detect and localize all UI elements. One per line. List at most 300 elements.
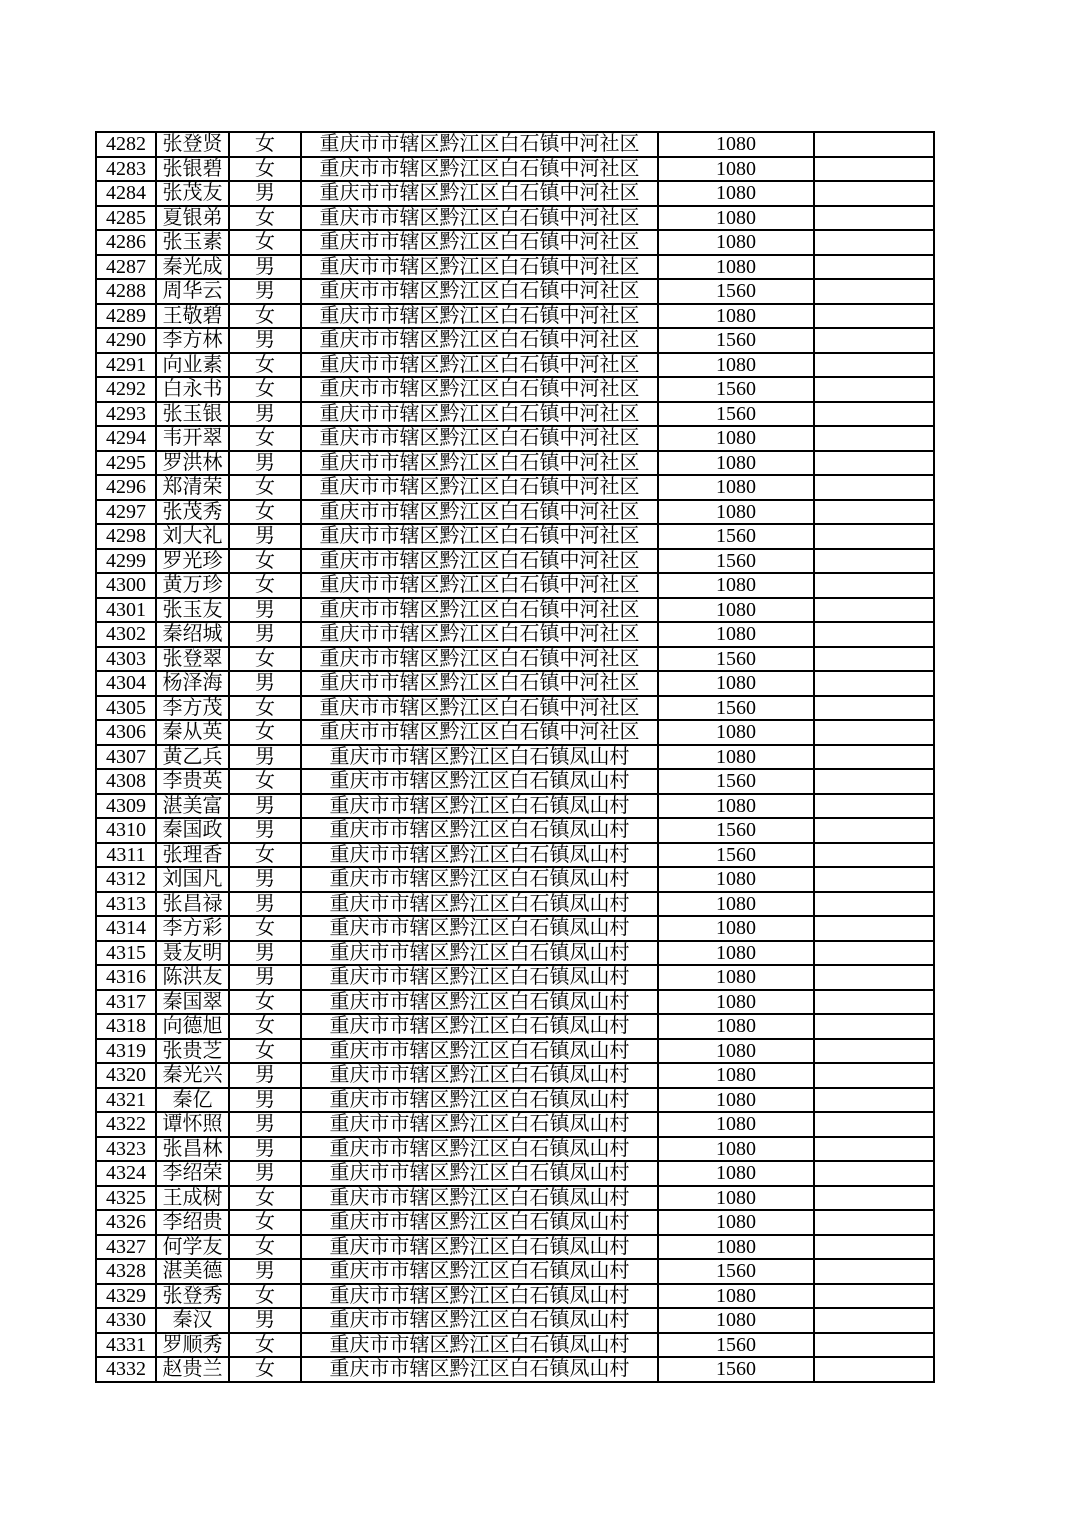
cell-amount: 1080 [658, 426, 814, 451]
cell-address: 重庆市市辖区黔江区白石镇中河社区 [301, 671, 658, 696]
cell-amount: 1560 [658, 549, 814, 574]
cell-name: 谭怀照 [156, 1112, 229, 1137]
cell-gender: 女 [229, 1186, 301, 1211]
cell-id: 4283 [96, 157, 156, 182]
table-row [96, 647, 934, 672]
cell-address: 重庆市市辖区黔江区白石镇凤山村 [301, 1161, 658, 1186]
cell-note [814, 867, 934, 892]
cell-gender: 女 [229, 916, 301, 941]
cell-id: 4321 [96, 1088, 156, 1113]
cell-gender: 男 [229, 181, 301, 206]
cell-gender: 女 [229, 1039, 301, 1064]
cell-gender: 女 [229, 1014, 301, 1039]
cell-address: 重庆市市辖区黔江区白石镇凤山村 [301, 1259, 658, 1284]
cell-gender: 男 [229, 1137, 301, 1162]
cell-address: 重庆市市辖区黔江区白石镇中河社区 [301, 696, 658, 721]
cell-address: 重庆市市辖区黔江区白石镇凤山村 [301, 1210, 658, 1235]
cell-gender: 男 [229, 818, 301, 843]
cell-gender: 男 [229, 328, 301, 353]
cell-note [814, 647, 934, 672]
cell-name: 何学友 [156, 1235, 229, 1260]
cell-address: 重庆市市辖区黔江区白石镇凤山村 [301, 794, 658, 819]
cell-address: 重庆市市辖区黔江区白石镇凤山村 [301, 1333, 658, 1358]
cell-address: 重庆市市辖区黔江区白石镇中河社区 [301, 181, 658, 206]
cell-name: 夏银弟 [156, 206, 229, 231]
cell-name: 向业素 [156, 353, 229, 378]
cell-id: 4315 [96, 941, 156, 966]
cell-note [814, 1284, 934, 1309]
cell-name: 张茂友 [156, 181, 229, 206]
cell-gender: 女 [229, 720, 301, 745]
cell-address: 重庆市市辖区黔江区白石镇中河社区 [301, 573, 658, 598]
cell-name: 张登翠 [156, 647, 229, 672]
cell-name: 王敬碧 [156, 304, 229, 329]
cell-gender: 男 [229, 1063, 301, 1088]
cell-address: 重庆市市辖区黔江区白石镇凤山村 [301, 941, 658, 966]
cell-note [814, 1088, 934, 1113]
table-row [96, 720, 934, 745]
cell-gender: 女 [229, 304, 301, 329]
cell-gender: 男 [229, 745, 301, 770]
cell-amount: 1080 [658, 1014, 814, 1039]
cell-id: 4323 [96, 1137, 156, 1162]
cell-id: 4288 [96, 279, 156, 304]
table-row [96, 328, 934, 353]
cell-amount: 1080 [658, 916, 814, 941]
cell-name: 秦从英 [156, 720, 229, 745]
cell-note [814, 818, 934, 843]
cell-note [814, 622, 934, 647]
cell-id: 4293 [96, 402, 156, 427]
cell-name: 张玉银 [156, 402, 229, 427]
cell-amount: 1080 [658, 892, 814, 917]
table-row [96, 622, 934, 647]
roster-table [95, 131, 935, 1383]
table-row [96, 1063, 934, 1088]
cell-address: 重庆市市辖区黔江区白石镇中河社区 [301, 206, 658, 231]
cell-note [814, 1308, 934, 1333]
cell-address: 重庆市市辖区黔江区白石镇凤山村 [301, 769, 658, 794]
cell-gender: 男 [229, 671, 301, 696]
cell-name: 李绍荣 [156, 1161, 229, 1186]
cell-address: 重庆市市辖区黔江区白石镇凤山村 [301, 1235, 658, 1260]
cell-gender: 男 [229, 794, 301, 819]
roster-table-body [96, 132, 934, 1382]
cell-note [814, 132, 934, 157]
cell-gender: 男 [229, 1161, 301, 1186]
cell-gender: 女 [229, 990, 301, 1015]
cell-note [814, 402, 934, 427]
cell-gender: 女 [229, 500, 301, 525]
table-row [96, 157, 934, 182]
cell-gender: 女 [229, 353, 301, 378]
cell-address: 重庆市市辖区黔江区白石镇中河社区 [301, 279, 658, 304]
cell-name: 张理香 [156, 843, 229, 868]
cell-amount: 1080 [658, 304, 814, 329]
cell-amount: 1080 [658, 1112, 814, 1137]
cell-gender: 女 [229, 206, 301, 231]
cell-id: 4331 [96, 1333, 156, 1358]
cell-amount: 1080 [658, 1039, 814, 1064]
cell-note [814, 892, 934, 917]
cell-gender: 女 [229, 843, 301, 868]
cell-name: 张登贤 [156, 132, 229, 157]
cell-note [814, 965, 934, 990]
cell-id: 4292 [96, 377, 156, 402]
cell-address: 重庆市市辖区黔江区白石镇中河社区 [301, 230, 658, 255]
cell-gender: 女 [229, 1284, 301, 1309]
cell-amount: 1080 [658, 475, 814, 500]
cell-name: 秦国翠 [156, 990, 229, 1015]
cell-name: 王成树 [156, 1186, 229, 1211]
cell-note [814, 1063, 934, 1088]
cell-note [814, 990, 934, 1015]
cell-id: 4302 [96, 622, 156, 647]
cell-address: 重庆市市辖区黔江区白石镇凤山村 [301, 1039, 658, 1064]
cell-gender: 女 [229, 1357, 301, 1382]
cell-note [814, 157, 934, 182]
table-row [96, 500, 934, 525]
cell-note [814, 916, 934, 941]
cell-amount: 1080 [658, 132, 814, 157]
cell-address: 重庆市市辖区黔江区白石镇凤山村 [301, 1357, 658, 1382]
cell-note [814, 206, 934, 231]
cell-id: 4285 [96, 206, 156, 231]
table-row [96, 255, 934, 280]
cell-name: 秦光成 [156, 255, 229, 280]
table-row [96, 1088, 934, 1113]
cell-amount: 1080 [658, 867, 814, 892]
cell-gender: 男 [229, 1259, 301, 1284]
table-row [96, 671, 934, 696]
table-row [96, 1210, 934, 1235]
cell-note [814, 1161, 934, 1186]
cell-name: 黄乙兵 [156, 745, 229, 770]
cell-id: 4296 [96, 475, 156, 500]
table-row [96, 990, 934, 1015]
cell-id: 4287 [96, 255, 156, 280]
cell-id: 4308 [96, 769, 156, 794]
cell-id: 4295 [96, 451, 156, 476]
cell-address: 重庆市市辖区黔江区白石镇凤山村 [301, 1014, 658, 1039]
cell-gender: 男 [229, 402, 301, 427]
cell-id: 4306 [96, 720, 156, 745]
cell-note [814, 573, 934, 598]
cell-gender: 男 [229, 451, 301, 476]
cell-name: 湛美德 [156, 1259, 229, 1284]
cell-address: 重庆市市辖区黔江区白石镇中河社区 [301, 304, 658, 329]
cell-address: 重庆市市辖区黔江区白石镇中河社区 [301, 353, 658, 378]
cell-name: 白永书 [156, 377, 229, 402]
cell-id: 4332 [96, 1357, 156, 1382]
cell-amount: 1080 [658, 230, 814, 255]
cell-address: 重庆市市辖区黔江区白石镇中河社区 [301, 451, 658, 476]
cell-gender: 男 [229, 524, 301, 549]
cell-id: 4309 [96, 794, 156, 819]
table-row [96, 1333, 934, 1358]
cell-id: 4294 [96, 426, 156, 451]
cell-gender: 女 [229, 230, 301, 255]
cell-id: 4299 [96, 549, 156, 574]
cell-amount: 1080 [658, 990, 814, 1015]
cell-name: 李绍贵 [156, 1210, 229, 1235]
cell-address: 重庆市市辖区黔江区白石镇中河社区 [301, 500, 658, 525]
cell-address: 重庆市市辖区黔江区白石镇中河社区 [301, 157, 658, 182]
cell-gender: 女 [229, 132, 301, 157]
cell-address: 重庆市市辖区黔江区白石镇中河社区 [301, 255, 658, 280]
cell-id: 4282 [96, 132, 156, 157]
table-row [96, 549, 934, 574]
cell-gender: 女 [229, 426, 301, 451]
cell-gender: 女 [229, 696, 301, 721]
cell-note [814, 696, 934, 721]
cell-id: 4329 [96, 1284, 156, 1309]
cell-id: 4300 [96, 573, 156, 598]
cell-name: 刘国凡 [156, 867, 229, 892]
cell-note [814, 1014, 934, 1039]
cell-gender: 女 [229, 549, 301, 574]
cell-id: 4312 [96, 867, 156, 892]
cell-name: 秦亿 [156, 1088, 229, 1113]
cell-name: 张茂秀 [156, 500, 229, 525]
table-row [96, 230, 934, 255]
cell-address: 重庆市市辖区黔江区白石镇中河社区 [301, 377, 658, 402]
cell-note [814, 1210, 934, 1235]
cell-amount: 1080 [658, 1137, 814, 1162]
cell-name: 张银碧 [156, 157, 229, 182]
cell-id: 4320 [96, 1063, 156, 1088]
cell-gender: 女 [229, 377, 301, 402]
cell-id: 4316 [96, 965, 156, 990]
cell-amount: 1080 [658, 1088, 814, 1113]
cell-gender: 女 [229, 475, 301, 500]
cell-amount: 1080 [658, 500, 814, 525]
cell-id: 4291 [96, 353, 156, 378]
table-row [96, 132, 934, 157]
cell-address: 重庆市市辖区黔江区白石镇凤山村 [301, 1088, 658, 1113]
cell-id: 4307 [96, 745, 156, 770]
table-row [96, 1137, 934, 1162]
cell-name: 秦国政 [156, 818, 229, 843]
cell-note [814, 941, 934, 966]
cell-gender: 女 [229, 1235, 301, 1260]
cell-gender: 男 [229, 598, 301, 623]
cell-id: 4326 [96, 1210, 156, 1235]
cell-id: 4322 [96, 1112, 156, 1137]
cell-note [814, 255, 934, 280]
cell-amount: 1080 [658, 622, 814, 647]
cell-note [814, 671, 934, 696]
cell-address: 重庆市市辖区黔江区白石镇中河社区 [301, 402, 658, 427]
cell-amount: 1080 [658, 941, 814, 966]
cell-id: 4317 [96, 990, 156, 1015]
table-row [96, 377, 934, 402]
cell-name: 周华云 [156, 279, 229, 304]
cell-address: 重庆市市辖区黔江区白石镇凤山村 [301, 1284, 658, 1309]
cell-note [814, 1357, 934, 1382]
cell-id: 4325 [96, 1186, 156, 1211]
cell-note [814, 181, 934, 206]
cell-address: 重庆市市辖区黔江区白石镇凤山村 [301, 818, 658, 843]
cell-address: 重庆市市辖区黔江区白石镇中河社区 [301, 549, 658, 574]
cell-id: 4303 [96, 647, 156, 672]
cell-gender: 男 [229, 867, 301, 892]
table-row [96, 1357, 934, 1382]
cell-note [814, 1112, 934, 1137]
table-row [96, 745, 934, 770]
cell-amount: 1560 [658, 696, 814, 721]
cell-id: 4319 [96, 1039, 156, 1064]
cell-name: 向德旭 [156, 1014, 229, 1039]
cell-gender: 女 [229, 647, 301, 672]
cell-gender: 女 [229, 573, 301, 598]
cell-note [814, 1235, 934, 1260]
cell-note [814, 745, 934, 770]
cell-address: 重庆市市辖区黔江区白石镇中河社区 [301, 328, 658, 353]
cell-id: 4305 [96, 696, 156, 721]
table-row [96, 794, 934, 819]
cell-id: 4286 [96, 230, 156, 255]
cell-amount: 1560 [658, 524, 814, 549]
table-row [96, 941, 934, 966]
table-row [96, 769, 934, 794]
cell-amount: 1080 [658, 181, 814, 206]
cell-gender: 女 [229, 1333, 301, 1358]
cell-note [814, 769, 934, 794]
cell-address: 重庆市市辖区黔江区白石镇凤山村 [301, 1137, 658, 1162]
cell-gender: 男 [229, 1112, 301, 1137]
cell-address: 重庆市市辖区黔江区白石镇中河社区 [301, 622, 658, 647]
table-row [96, 573, 934, 598]
table-row [96, 1039, 934, 1064]
table-row [96, 1284, 934, 1309]
table-row [96, 475, 934, 500]
cell-id: 4324 [96, 1161, 156, 1186]
cell-amount: 1560 [658, 279, 814, 304]
cell-name: 陈洪友 [156, 965, 229, 990]
cell-note [814, 794, 934, 819]
cell-name: 李方茂 [156, 696, 229, 721]
cell-name: 秦绍城 [156, 622, 229, 647]
cell-name: 黄万珍 [156, 573, 229, 598]
cell-address: 重庆市市辖区黔江区白石镇中河社区 [301, 598, 658, 623]
cell-note [814, 549, 934, 574]
cell-amount: 1080 [658, 1284, 814, 1309]
cell-id: 4289 [96, 304, 156, 329]
cell-address: 重庆市市辖区黔江区白石镇凤山村 [301, 1308, 658, 1333]
table-row [96, 818, 934, 843]
table-row [96, 402, 934, 427]
cell-address: 重庆市市辖区黔江区白石镇凤山村 [301, 892, 658, 917]
cell-amount: 1560 [658, 328, 814, 353]
cell-note [814, 1186, 934, 1211]
table-row [96, 843, 934, 868]
cell-address: 重庆市市辖区黔江区白石镇中河社区 [301, 720, 658, 745]
cell-address: 重庆市市辖区黔江区白石镇凤山村 [301, 843, 658, 868]
cell-name: 张登秀 [156, 1284, 229, 1309]
cell-id: 4328 [96, 1259, 156, 1284]
cell-name: 杨泽海 [156, 671, 229, 696]
cell-amount: 1560 [658, 1259, 814, 1284]
table-row [96, 181, 934, 206]
table-row [96, 279, 934, 304]
cell-amount: 1080 [658, 720, 814, 745]
cell-note [814, 279, 934, 304]
cell-id: 4310 [96, 818, 156, 843]
cell-note [814, 377, 934, 402]
cell-note [814, 451, 934, 476]
cell-id: 4318 [96, 1014, 156, 1039]
cell-gender: 女 [229, 157, 301, 182]
cell-id: 4304 [96, 671, 156, 696]
cell-address: 重庆市市辖区黔江区白石镇凤山村 [301, 1186, 658, 1211]
cell-address: 重庆市市辖区黔江区白石镇中河社区 [301, 426, 658, 451]
cell-name: 罗洪林 [156, 451, 229, 476]
cell-note [814, 524, 934, 549]
cell-name: 韦开翠 [156, 426, 229, 451]
cell-note [814, 1259, 934, 1284]
cell-address: 重庆市市辖区黔江区白石镇中河社区 [301, 524, 658, 549]
cell-name: 湛美富 [156, 794, 229, 819]
cell-amount: 1080 [658, 1186, 814, 1211]
table-row [96, 1308, 934, 1333]
cell-note [814, 328, 934, 353]
cell-gender: 男 [229, 965, 301, 990]
cell-amount: 1560 [658, 769, 814, 794]
cell-amount: 1560 [658, 402, 814, 427]
cell-address: 重庆市市辖区黔江区白石镇中河社区 [301, 475, 658, 500]
cell-amount: 1080 [658, 206, 814, 231]
cell-note [814, 500, 934, 525]
cell-name: 秦光兴 [156, 1063, 229, 1088]
cell-amount: 1560 [658, 843, 814, 868]
table-row [96, 965, 934, 990]
cell-amount: 1080 [658, 157, 814, 182]
cell-name: 李方林 [156, 328, 229, 353]
cell-gender: 男 [229, 622, 301, 647]
cell-gender: 男 [229, 1088, 301, 1113]
cell-address: 重庆市市辖区黔江区白石镇凤山村 [301, 990, 658, 1015]
table-row [96, 1186, 934, 1211]
cell-amount: 1080 [658, 598, 814, 623]
cell-gender: 女 [229, 1210, 301, 1235]
cell-id: 4290 [96, 328, 156, 353]
table-row [96, 916, 934, 941]
cell-gender: 男 [229, 941, 301, 966]
cell-name: 张玉素 [156, 230, 229, 255]
cell-amount: 1080 [658, 1308, 814, 1333]
cell-id: 4314 [96, 916, 156, 941]
cell-amount: 1560 [658, 818, 814, 843]
cell-address: 重庆市市辖区黔江区白石镇中河社区 [301, 647, 658, 672]
cell-id: 4313 [96, 892, 156, 917]
cell-name: 李方彩 [156, 916, 229, 941]
cell-note [814, 426, 934, 451]
cell-amount: 1080 [658, 353, 814, 378]
table-row [96, 892, 934, 917]
cell-id: 4311 [96, 843, 156, 868]
cell-id: 4298 [96, 524, 156, 549]
cell-address: 重庆市市辖区黔江区白石镇凤山村 [301, 1063, 658, 1088]
cell-name: 刘大礼 [156, 524, 229, 549]
table-row [96, 696, 934, 721]
cell-note [814, 475, 934, 500]
cell-name: 秦汉 [156, 1308, 229, 1333]
cell-id: 4301 [96, 598, 156, 623]
cell-amount: 1080 [658, 1210, 814, 1235]
table-row [96, 426, 934, 451]
cell-note [814, 843, 934, 868]
